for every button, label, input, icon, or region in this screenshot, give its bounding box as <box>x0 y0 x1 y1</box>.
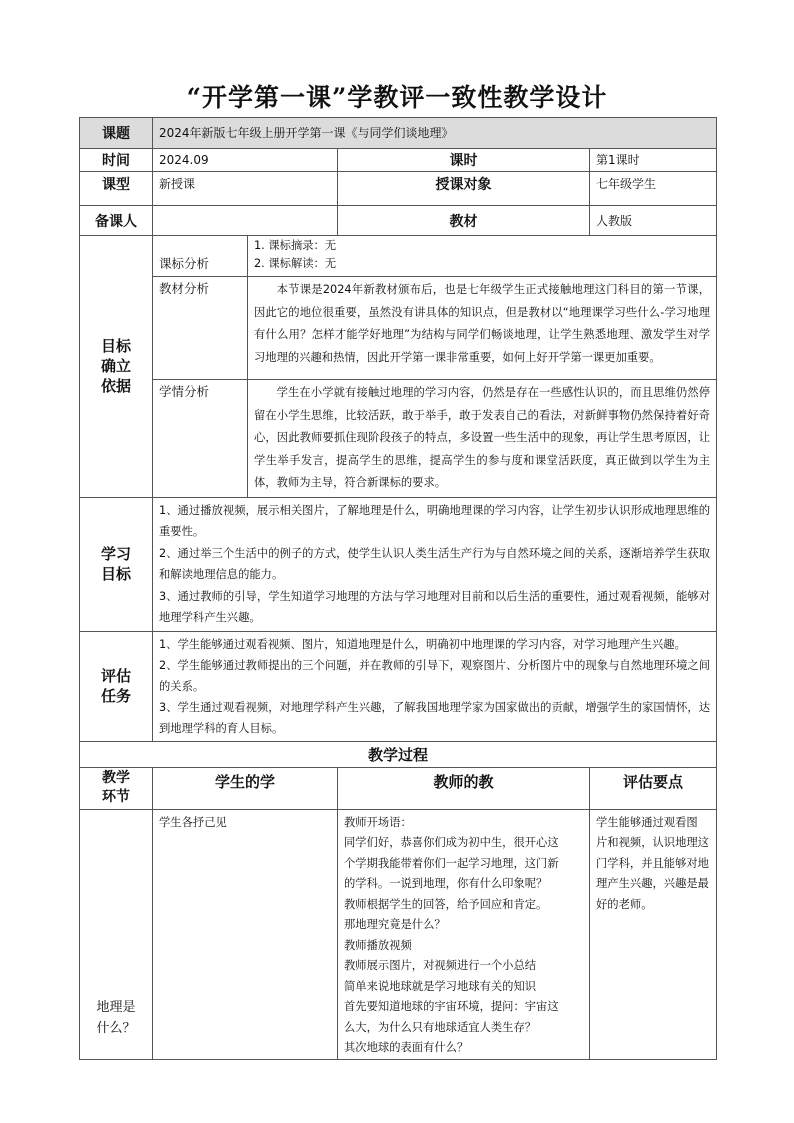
goal-item: 3、通过教师的引导，学生知道学习地理的方法与学习地理对目前和以后生活的重要性，通过观看视频，能够对地理学科产生兴趣。 <box>159 589 711 624</box>
teacher-line: 首先要知道地球的宇宙环境，提问：宇宙这 <box>344 1000 559 1013</box>
task-item: 3、学生通过观看视频，对地理学科产生兴趣，了解我国地理学家为国家做出的贡献，增强学生的家国情怀，达到地理学科的育人目标。 <box>159 700 711 735</box>
stage-col-header <box>80 767 153 809</box>
page-title: “开学第一课”学教评一致性教学设计 <box>186 83 608 112</box>
basis-label-line: 目标 <box>100 337 131 356</box>
goals-label-line: 目标 <box>100 565 131 583</box>
textbook-value: 人教版 <box>596 213 633 228</box>
teacher-line: 教师播放视频 <box>344 938 412 952</box>
curriculum-item: 1. 课标摘录：无 <box>254 239 337 252</box>
stage-cell <box>80 809 153 1059</box>
tasks-label <box>80 631 153 741</box>
process-header-row <box>80 767 717 809</box>
teacher-line: 其次地球的表面有什么？ <box>344 1041 469 1054</box>
topic-label: 课题 <box>80 118 153 149</box>
time-row <box>80 149 717 172</box>
learner-analysis-row <box>80 380 717 498</box>
learner-analysis-label: 学情分析 <box>159 384 210 399</box>
teacher-line: 的学科。一说到地理，你有什么印象呢？ <box>344 877 548 890</box>
stage-col-header-line: 环节 <box>102 789 130 805</box>
period-label: 课时 <box>338 149 590 172</box>
textbook-label: 教材 <box>338 206 590 236</box>
type-label: 课型 <box>80 172 153 206</box>
basis-label-line: 依据 <box>100 377 131 396</box>
process-heading: 教学过程 <box>80 741 717 767</box>
tasks-label-line: 评估 <box>100 667 131 685</box>
eval-points <box>590 809 717 1059</box>
tasks-label-line: 任务 <box>100 687 131 705</box>
task-item: 2、学生能够通过教师提出的三个问题，并在教师的引导下，观察图片、分析图片中的现象与自然地理环境之间的关系。 <box>159 658 711 693</box>
eval-line: 好的老师。 <box>596 897 653 911</box>
stage-line: 什么？ <box>96 1020 136 1036</box>
task-item: 1、学生能够通过观看视频、图片，知道地理是什么，明确初中地理课的学习内容，对学习地理产生兴趣。 <box>159 637 686 651</box>
teacher-line: 教师展示图片，对视频进行一个小总结 <box>344 959 537 972</box>
textbook-analysis-text: 本节课是2024年新教材颁布后，也是七年级学生正式接触地理这门科目的第一节课，因此它的地位很重要，虽然没有讲具体的知识点，但是教材以“地理课学习些什么-学习地理有什么用？怎样才能学好地理”为结构与同学们畅谈地理，让学生熟悉地理、激发学生对学习地理的兴趣和热情，因此开学第一课非常重要，如何上好开学第一课更加重要。 <box>254 283 711 364</box>
teacher-col-header: 教师的教 <box>338 767 590 809</box>
student-activity: 学生各抒己见 <box>159 815 227 829</box>
eval-line: 片和视频，认识地理这 <box>596 836 709 849</box>
teacher-line: 教师开场语： <box>344 815 412 829</box>
stage-col-header-line: 教学 <box>102 770 130 786</box>
eval-line: 学生能够通过观看图 <box>596 815 698 829</box>
preparer-value <box>153 219 337 223</box>
teacher-line: 么大，为什么只有地球适宜人类生存？ <box>344 1020 537 1034</box>
period-value: 第1课时 <box>596 153 640 167</box>
type-value: 新授课 <box>159 177 196 191</box>
basis-label-line: 确立 <box>100 357 131 376</box>
teacher-line: 同学们好，恭喜你们成为初中生，很开心这 <box>344 836 559 849</box>
lesson-plan-table <box>79 117 717 1060</box>
eval-col-header: 评估要点 <box>590 767 717 809</box>
eval-line: 理产生兴趣，兴趣是最 <box>596 877 709 890</box>
stage-line: 地理是 <box>96 999 136 1015</box>
goals-label-line: 学习 <box>100 545 131 563</box>
teacher-activity <box>338 809 590 1059</box>
textbook-analysis-row <box>80 277 717 380</box>
goal-item: 2、通过举三个生活中的例子的方式，使学生认识人类生活生产行为与自然环境之间的关系，逐渐培养学生获取和解读地理信息的能力。 <box>159 546 711 581</box>
goals-label <box>80 497 153 631</box>
goals-row <box>80 497 717 631</box>
process-row <box>80 809 717 1059</box>
teacher-line: 个学期我能带着你们一起学习地理，这门新 <box>344 856 559 870</box>
tasks-row <box>80 631 717 741</box>
teacher-line: 教师根据学生的回答，给予回应和肯定。 <box>344 897 548 911</box>
teacher-line: 那地理究竟是什么？ <box>344 918 446 931</box>
learner-analysis-text: 学生在小学就有接触过地理的学习内容，仍然是存在一些感性认识的，而且思维仍然停留在小学生思维，比较活跃，敢于举手，敢于发表自己的看法，对新鲜事物仍然保持着好奇心，因此教师要抓住现阶段孩子的特点，多设置一些生活中的现象，再让学生思考原因，让学生举手发言，提高学生的思维，提高学生的参与度和课堂活跃度，真正做到以学生为主体，教师为主导，符合新课标的要求。 <box>254 386 711 489</box>
teacher-line: 简单来说地球就是学习地球有关的知识 <box>344 979 537 993</box>
audience-value: 七年级学生 <box>596 177 657 191</box>
audience-label: 授课对象 <box>338 172 590 206</box>
type-row <box>80 172 717 206</box>
basis-label <box>80 236 153 498</box>
topic-value: 2024年新版七年级上册开学第一课《与同学们谈地理》 <box>159 126 454 140</box>
student-col-header: 学生的学 <box>153 767 338 809</box>
process-heading-row <box>80 741 717 767</box>
preparer-row <box>80 206 717 236</box>
curriculum-row <box>80 236 717 277</box>
curriculum-item: 2. 课标解读：无 <box>254 257 337 270</box>
eval-line: 门学科，并且能够对地 <box>596 856 709 870</box>
preparer-label: 备课人 <box>80 206 153 236</box>
topic-row <box>80 118 717 149</box>
curriculum-label: 课标分析 <box>159 256 210 271</box>
textbook-analysis-label: 教材分析 <box>159 281 210 296</box>
time-value: 2024.09 <box>159 153 209 167</box>
goal-item: 1、通过播放视频，展示相关图片，了解地理是什么，明确地理课的学习内容，让学生初步认识形成地理思维的重要性。 <box>159 503 711 538</box>
time-label: 时间 <box>80 149 153 172</box>
